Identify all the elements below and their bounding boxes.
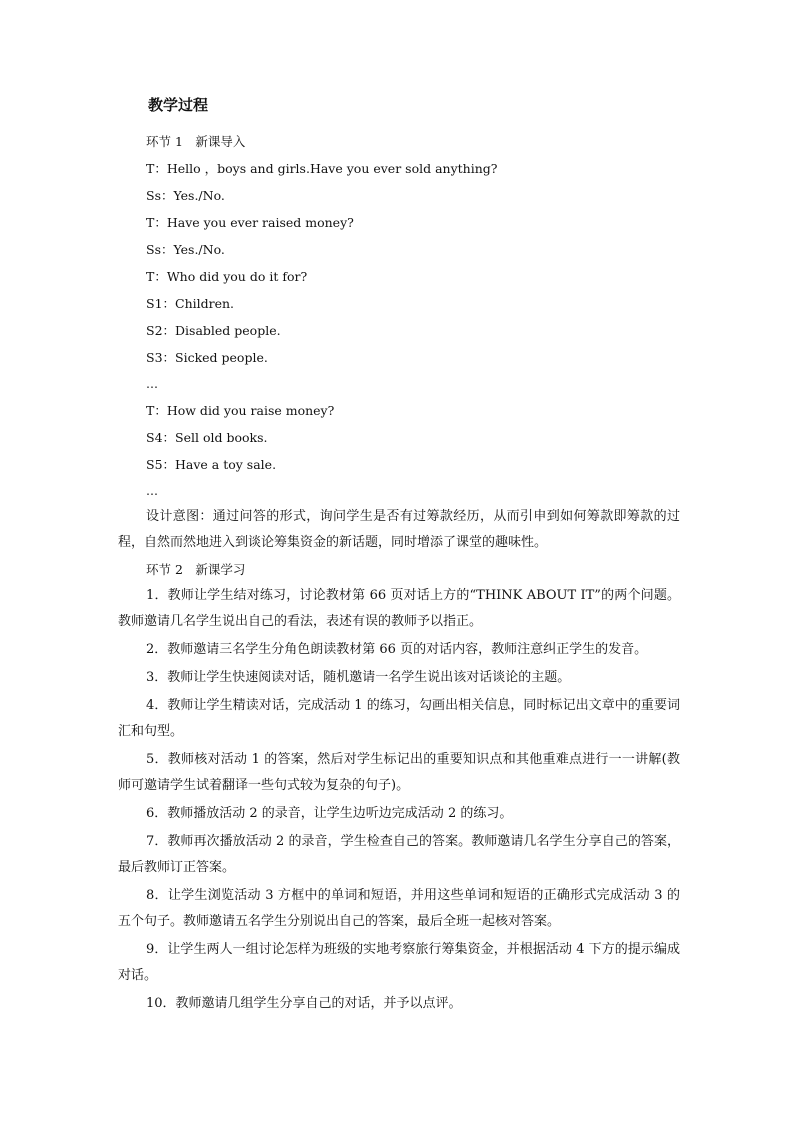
- document-page: [118, 94, 680, 1017]
- page-title: 教学过程: [148, 96, 209, 114]
- dialog-line: S5：Have a toy sale.: [146, 457, 277, 472]
- step-item: 8．让学生浏览活动 3 方框中的单词和短语，并用这些单词和短语的正确形式完成活动 3 的五个句子。教师邀请五名学生分别说出自己的答案，最后全班一起核对答案。: [118, 888, 680, 929]
- dialog-line: Ss：Yes./No.: [146, 242, 225, 257]
- step-item: 3．教师让学生快速阅读对话，随机邀请一名学生说出该对话谈论的主题。: [146, 670, 571, 685]
- dialog-ellipsis: …: [146, 377, 158, 391]
- step-item: 5．教师核对活动 1 的答案，然后对学生标记出的重要知识点和其他重难点进行一一讲解(教师可邀请学生试着翻译一些句式较为复杂的句子)。: [118, 752, 680, 793]
- dialog-line: T：How did you raise money?: [146, 403, 335, 418]
- dialog-ellipsis: …: [146, 484, 158, 498]
- section-2-heading: 环节 2 新课学习: [146, 562, 246, 577]
- design-intent: 设计意图：通过问答的形式，询问学生是否有过筹款经历，从而引申到如何筹款即筹款的过程，自然而然地进入到谈论筹集资金的新话题，同时增添了课堂的趣味性。: [118, 509, 680, 550]
- steps-list: [118, 583, 680, 1017]
- step-item: 4．教师让学生精读对话，完成活动 1 的练习，勾画出相关信息，同时标记出文章中的重要词汇和句型。: [118, 698, 680, 739]
- dialog-line: S4：Sell old books.: [146, 430, 268, 445]
- dialog-line: T：Hello ，boys and girls.Have you ever sold anything?: [146, 161, 498, 176]
- step-item: 1．教师让学生结对练习，讨论教材第 66 页对话上方的“THINK ABOUT IT”的两个问题。教师邀请几名学生说出自己的看法，表述有误的教师予以指正。: [118, 588, 680, 629]
- step-item: 6．教师播放活动 2 的录音，让学生边听边完成活动 2 的练习。: [146, 806, 513, 821]
- step-item: 9．让学生两人一组讨论怎样为班级的实地考察旅行筹集资金，并根据活动 4 下方的提示编成对话。: [118, 942, 680, 983]
- dialog-line: T：Have you ever raised money?: [146, 215, 354, 230]
- dialog-line: S2：Disabled people.: [146, 323, 281, 338]
- step-item: 7．教师再次播放活动 2 的录音，学生检查自己的答案。教师邀请几名学生分享自己的答案，最后教师订正答案。: [118, 834, 680, 875]
- dialog-line: S1：Children.: [146, 296, 235, 311]
- step-item: 10．教师邀请几组学生分享自己的对话，并予以点评。: [146, 996, 462, 1011]
- dialog-line: S3：Sicked people.: [146, 350, 268, 365]
- dialog-line: T：Who did you do it for?: [146, 269, 308, 284]
- step-item: 2．教师邀请三名学生分角色朗读教材第 66 页的对话内容，教师注意纠正学生的发音。: [146, 642, 648, 657]
- dialog-line: Ss：Yes./No.: [146, 188, 225, 203]
- section-1-heading: 环节 1 新课导入: [146, 134, 246, 149]
- intro-dialog: [118, 155, 680, 504]
